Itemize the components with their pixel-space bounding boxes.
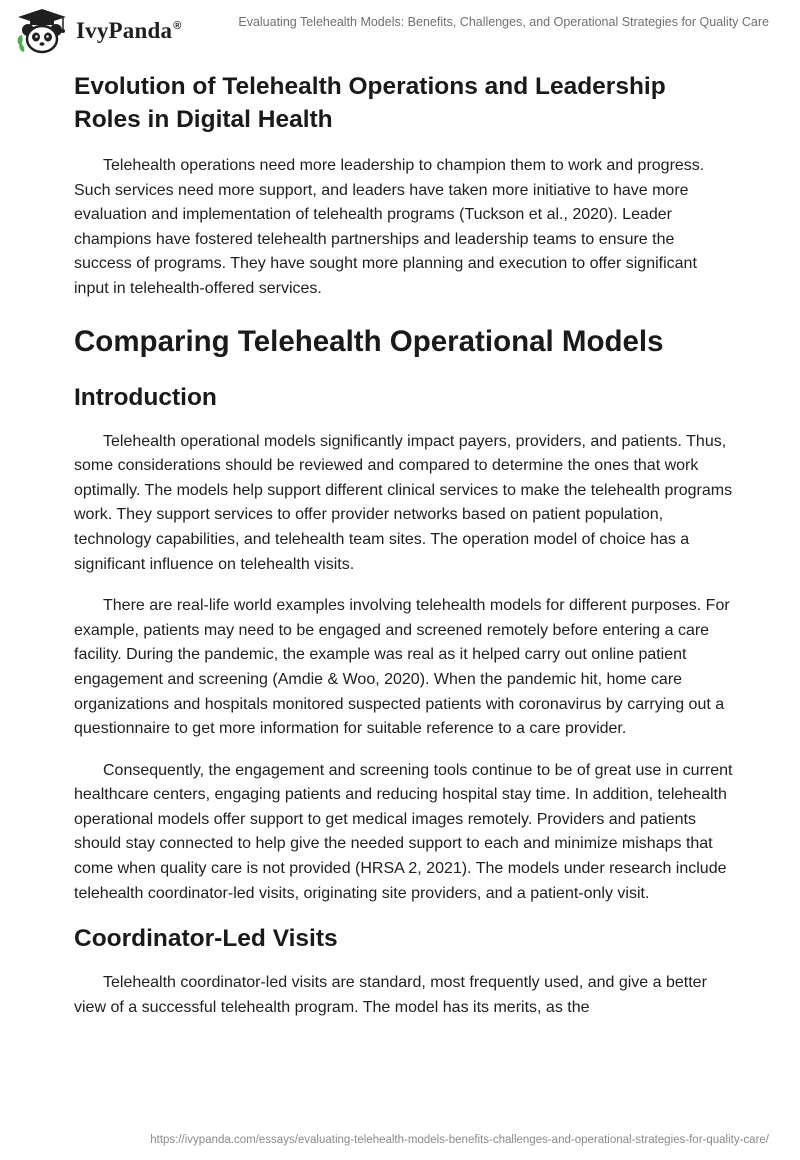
paragraph: Telehealth operational models significantly impact payers, providers, and patients. Thus, some considerations should be reviewed and compared to determine the ones that work optimally. The models help support different clinical services to make the telehealth programs work. They support services to offer provider networks based on patient population, technology capabilities, and telehealth team sites. The operation model of choice has a significant influence on telehealth visits. [74, 432, 733, 573]
document-title: Evaluating Telehealth Models: Benefits, Challenges, and Operational Strategies for Quality Care [238, 15, 769, 29]
paragraph: Telehealth operations need more leadership to champion them to work and progress. Such services need more support, and leaders have taken more initiative to have more evaluation and implementation of telehealth programs (Tuckson et al., 2020). Leader champions have fostered telehealth partnerships and leadership teams to ensure the success of programs. They have sought more planning and execution to offer significant input in telehealth-offered services. [74, 157, 705, 297]
main-heading: Comparing Telehealth Operational Models [74, 324, 664, 358]
section-heading-introduction: Introduction [74, 383, 217, 411]
ivypanda-logo[interactable] [14, 8, 182, 54]
paragraph: Telehealth coordinator-led visits are standard, most frequently used, and give a better view of a successful telehealth program. The model has its merits, as the [74, 974, 707, 1016]
section-heading-evolution: Evolution of Telehealth Operations and Leadership Roles in Digital Health [74, 73, 666, 133]
source-url[interactable]: https://ivypanda.com/essays/evaluating-telehealth-models-benefits-challenges-and-operational-strategies-for-quality-care/ [150, 1134, 769, 1146]
article-body [74, 70, 734, 1037]
page-header [0, 0, 800, 64]
paragraph: There are real-life world examples involving telehealth models for different purposes. For example, patients may need to be engaged and screened remotely before entering a care facility. During the pandemic, the example was real as it helped carry out online patient engagement and screening (Amdie & Woo, 2020). When the pandemic hit, home care organizations and hospitals monitored suspected patients with coronavirus by carrying out a questionnaire to get more information for suitable reference to a care provider. [74, 597, 730, 738]
paragraph: Consequently, the engagement and screening tools continue to be of great use in current healthcare centers, engaging patients and reducing hospital stay time. In addition, telehealth operational models offer support to get medical images remotely. Providers and patients should stay connected to help give the needed support to each and minimize mishaps that come when quality care is not provided (HRSA 2, 2021). The models under research include telehealth coordinator-led visits, originating site providers, and a patient-only visit. [74, 761, 733, 902]
section-heading-coordinator-led-visits: Coordinator-Led Visits [74, 925, 338, 953]
panda-graduate-icon [14, 8, 70, 54]
logo-wordmark: IvyPanda® [76, 18, 182, 43]
